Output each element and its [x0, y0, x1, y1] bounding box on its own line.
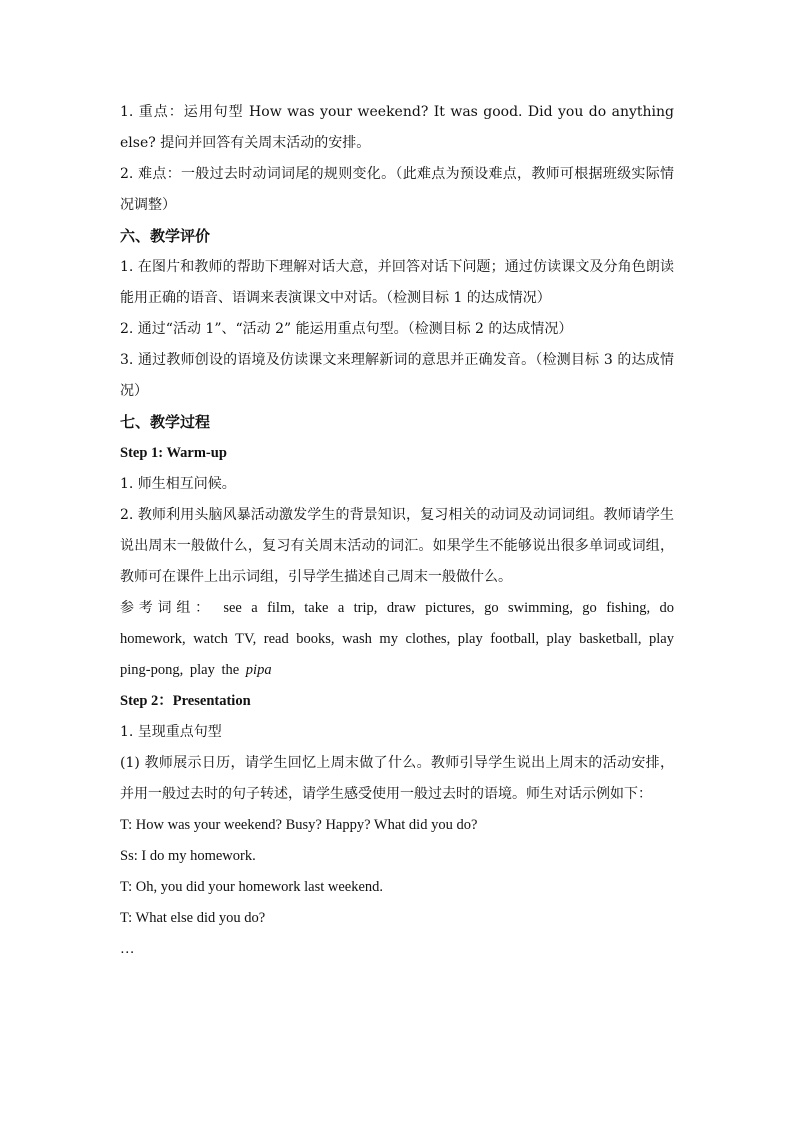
section-6-heading: 六、教学评价 [120, 227, 211, 245]
reference-phrases [120, 593, 674, 686]
dialogue-line: T: What else did you do? [120, 910, 266, 926]
step-2-heading: Step 2：Presentation [120, 693, 251, 709]
reference-italic-word: pipa [245, 662, 272, 678]
dialogue-line: T: Oh, you did your homework last weekend. [120, 879, 384, 895]
dialogue-line: Ss: I do my homework. [120, 848, 256, 864]
step-2-item-1: 1. 呈现重点句型 [120, 724, 222, 740]
dialogue-ellipsis: … [120, 941, 135, 957]
evaluation-item-2: 2. 通过“活动 1”、“活动 2” 能运用重点句型。（检测目标 2 的达成情况） [120, 321, 573, 337]
dialogue-line: T: How was your weekend? Busy? Happy? What did you do? [120, 817, 478, 833]
section-7-heading: 七、教学过程 [120, 413, 211, 431]
reference-words: see a film, take a trip, draw pictures, go swimming, go fishing, do homework, watch TV, read books, wash my clothes, play football, play basketball, play ping-pong, play the [120, 600, 675, 678]
step-1-item-1: 1. 师生相互问候。 [120, 476, 236, 492]
step-1-heading: Step 1: Warm-up [120, 445, 227, 461]
step-1-item-2: 2. 教师利用头脑风暴活动激发学生的背景知识，复习相关的动词及动词词组。教师请学生说出周末一般做什么，复习有关周末活动的词汇。如果学生不能够说出很多单词或词组，教师可在课件上出示词组，引导学生描述自己周末一般做什么。 [120, 507, 674, 585]
focus-key-point: 1. 重点：运用句型 How was your weekend? It was good. Did you do anything else? 提问并回答有关周末活动的安排。 [120, 104, 674, 151]
reference-label: 参考词组： [120, 600, 214, 616]
evaluation-item-3: 3. 通过教师创设的语境及仿读课文来理解新词的意思并正确发音。（检测目标 3 的达成情况） [120, 352, 674, 399]
step-2-item-2: (1) 教师展示日历，请学生回忆上周末做了什么。教师引导学生说出上周末的活动安排，并用一般过去时的句子转述，请学生感受使用一般过去时的语境。师生对话示例如下： [120, 755, 674, 802]
evaluation-item-1: 1. 在图片和教师的帮助下理解对话大意，并回答对话下问题；通过仿读课文及分角色朗读能用正确的语音、语调来表演课文中对话。（检测目标 1 的达成情况） [120, 259, 674, 306]
focus-difficulty: 2. 难点：一般过去时动词词尾的规则变化。（此难点为预设难点，教师可根据班级实际情况调整） [120, 166, 674, 213]
